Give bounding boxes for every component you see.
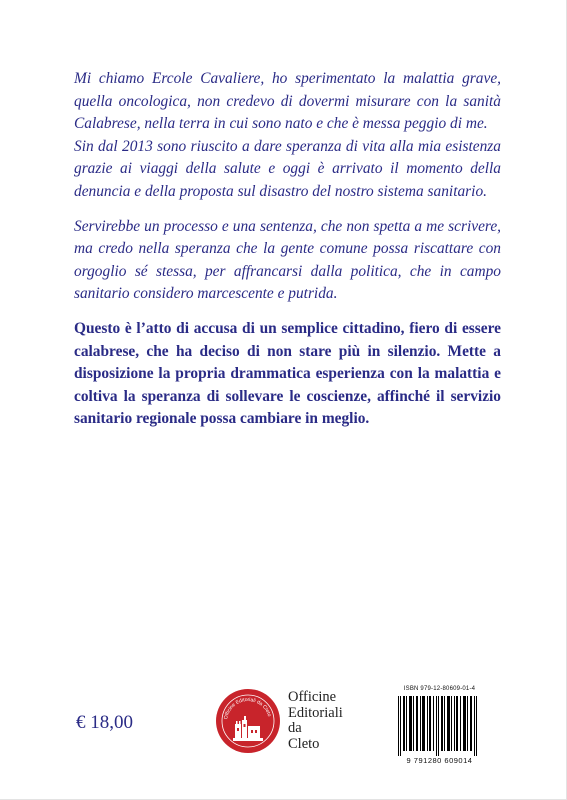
publisher-name [288,690,343,752]
blurb-paragraph-3: Servirebbe un processo e una sentenza, che non spetta a me scrivere, ma credo nella speranza che la gente comune possa riscattare con orgoglio sé stessa, per affrancarsi dalla politica, che in campo sanitario considero marcescente e putrida. [74,217,501,303]
publisher-line-4: Cleto [288,735,320,752]
publisher-line-3: da [288,720,302,736]
ean-number: 9 791280 609014 [406,756,473,765]
svg-text:Officine Editoriali da Cleto: Officine Editoriali da Cleto [223,696,273,720]
blurb-paragraph-4: Questo è l’atto di accusa di un semplice cittadino, fiero di essere calabrese, che ha deciso di non stare più in silenzio. Mette a disposizione la propria drammatica esperienza con la malattia e coltiva la speranza di sollevare le coscienze, affinché il servizio sanitario regionale possa cambiare in meglio. [74,319,501,428]
blurb [74,68,501,431]
publisher-logo-icon [215,688,281,754]
blurb-paragraph-2: Sin dal 2013 sono riuscito a dare speranza di vita alla mia esistenza grazie ai viaggi della salute e oggi è arrivato il momento della denuncia e della proposta sul disastro del nostro sistema sanitario. [74,137,501,200]
blurb-paragraph-1: Mi chiamo Ercole Cavaliere, ho sperimentato la malattia grave, quella oncologica, non credevo di dovermi misurare con la sanità Calabrese, nella terra in cui sono nato e che è messa peggio di me. [74,70,501,133]
isbn-label: ISBN 979-12-80609-01-4 [403,686,476,692]
price: € 18,00 [76,712,133,733]
barcode-icon [392,696,487,756]
publisher-line-1: Officine [288,689,337,705]
publisher-line-2: Editoriali [288,704,343,721]
barcode [389,686,490,767]
